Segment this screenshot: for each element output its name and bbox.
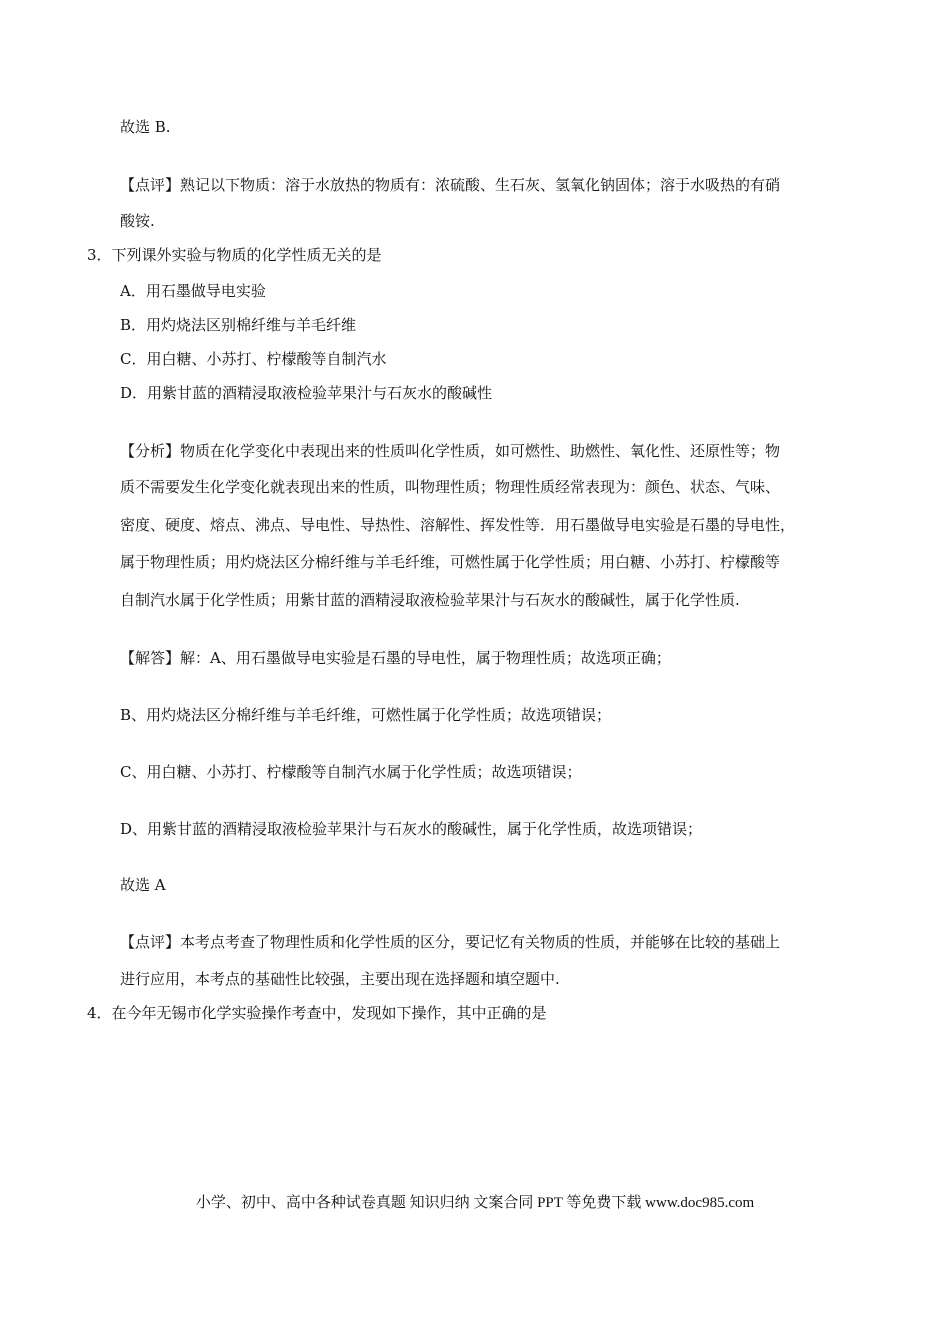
solution-line: 【解答】解：A、用石墨做导电实验是石墨的导电性，属于物理性质；故选项正确； (120, 649, 671, 667)
answer-b: 故选 B. (120, 118, 171, 136)
comment-line: 【点评】本考点考查了物理性质和化学性质的区分，要记忆有关物质的性质，并能够在比较的基础上 (120, 933, 781, 951)
option-b: B．用灼烧法区别棉纤维与羊毛纤维 (120, 316, 357, 334)
solution-line: D、用紫甘蓝的酒精浸取液检验苹果汁与石灰水的酸碱性，属于化学性质，故选项错误； (120, 820, 703, 838)
option-c: C．用白糖、小苏打、柠檬酸等自制汽水 (120, 350, 387, 368)
option-d: D．用紫甘蓝的酒精浸取液检验苹果汁与石灰水的酸碱性 (120, 384, 493, 402)
solution-line: B、用灼烧法区分棉纤维与羊毛纤维，可燃性属于化学性质；故选项错误； (120, 706, 612, 724)
comment-line: 进行应用，本考点的基础性比较强，主要出现在选择题和填空题中. (120, 970, 560, 988)
analysis-line: 密度、硬度、熔点、沸点、导电性、导热性、溶解性、挥发性等．用石墨做导电实验是石墨的导电性， (120, 516, 796, 534)
analysis-line: 自制汽水属于化学性质；用紫甘蓝的酒精浸取液检验苹果汁与石灰水的酸碱性，属于化学性质. (120, 591, 740, 609)
solution-line: C、用白糖、小苏打、柠檬酸等自制汽水属于化学性质；故选项错误； (120, 763, 582, 781)
answer-a: 故选 A (120, 876, 166, 894)
comment-line-1: 【点评】熟记以下物质：溶于水放热的物质有：浓硫酸、生石灰、氢氧化钠固体；溶于水吸热的有硝 (120, 176, 781, 194)
analysis-line: 质不需要发生化学变化就表现出来的性质，叫物理性质；物理性质经常表现为：颜色、状态、气味、 (120, 478, 781, 496)
comment-line-2: 酸铵. (120, 212, 155, 230)
question-3-stem: 3．下列课外实验与物质的化学性质无关的是 (87, 246, 382, 264)
analysis-line: 【分析】物质在化学变化中表现出来的性质叫化学性质，如可燃性、助燃性、氧化性、还原性等；物 (120, 442, 781, 460)
page-footer: 小学、初中、高中各种试卷真题 知识归纳 文案合同 PPT 等免费下载 www.doc985.com (195, 1195, 755, 1211)
analysis-line: 属于物理性质；用灼烧法区分棉纤维与羊毛纤维，可燃性属于化学性质；用白糖、小苏打、柠檬酸等 (120, 553, 781, 571)
question-4-stem: 4．在今年无锡市化学实验操作考查中，发现如下操作，其中正确的是 (87, 1004, 547, 1022)
option-a: A．用石墨做导电实验 (120, 282, 266, 300)
